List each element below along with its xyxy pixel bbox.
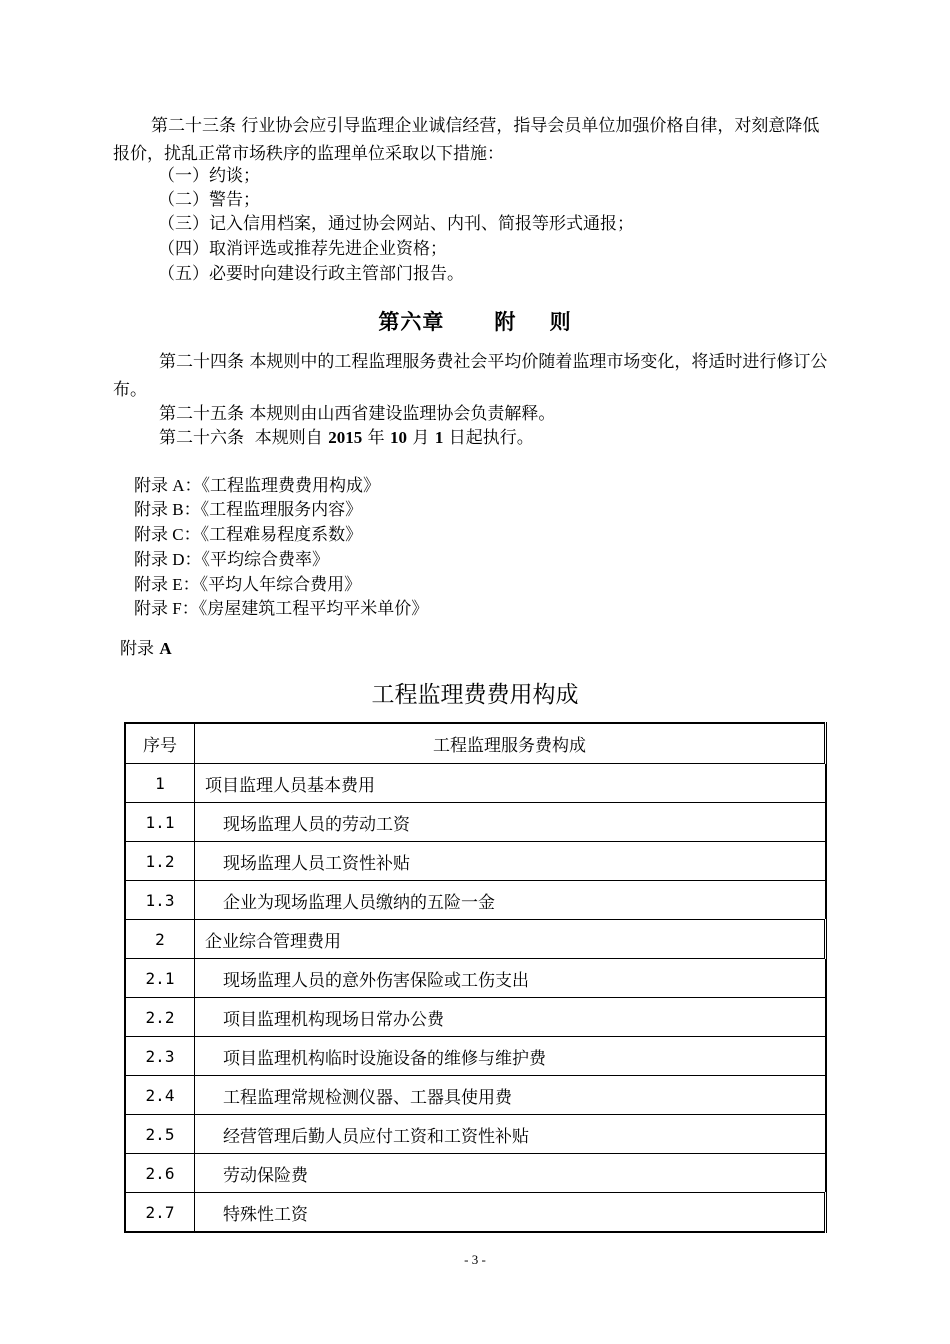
row-text: 项目监理人员基本费用 [195,764,826,803]
table-row [125,959,826,998]
table-row [125,842,826,881]
row-text: 工程监理常规检测仪器、工器具使用费 [195,1076,826,1115]
table-row [125,1154,826,1193]
row-number: 2 [125,920,195,959]
row-text: 特殊性工资 [195,1193,826,1233]
measure-item: （四）取消评选或推荐先进企业资格； [158,239,447,259]
row-text: 企业为现场监理人员缴纳的五险一金 [195,881,826,920]
header-cell-no: 序号 [125,723,195,764]
row-number: 1.3 [125,881,195,920]
appendix-entry: 附录 D：《平均综合费率》 [134,550,330,570]
table-row [125,881,826,920]
table-row [125,803,826,842]
table-row [125,1037,826,1076]
appendix-entry: 附录 F：《房屋建筑工程平均平米单价》 [134,599,429,619]
row-text: 现场监理人员的意外伤害保险或工伤支出 [195,959,826,998]
table-title: 工程监理费费用构成 [371,682,579,708]
row-number: 2.2 [125,998,195,1037]
measure-item: （一）约谈； [158,166,260,186]
table-row [125,998,826,1037]
row-number: 2.1 [125,959,195,998]
row-text: 项目监理机构临时设施设备的维修与维护费 [195,1037,826,1076]
table-row [125,764,826,803]
row-text: 经营管理后勤人员应付工资和工资性补贴 [195,1115,826,1154]
row-number: 1.1 [125,803,195,842]
chapter-heading [0,306,950,336]
appendix-entry: 附录 E：《平均人年综合费用》 [134,575,362,595]
row-number: 1.2 [125,842,195,881]
cost-structure-table [124,722,827,1233]
row-text: 项目监理机构现场日常办公费 [195,998,826,1037]
appendix-entry: 附录 B：《工程监理服务内容》 [134,500,363,520]
row-text: 现场监理人员的劳动工资 [195,803,826,842]
row-text: 劳动保险费 [195,1154,826,1193]
appendix-entry: 附录 A：《工程监理费费用构成》 [134,476,381,496]
measure-item: （二）警告； [158,190,260,210]
chapter-number: 第六章 [378,309,445,334]
table-header-row [125,723,826,764]
row-number: 2.5 [125,1115,195,1154]
table-row [125,1115,826,1154]
row-number: 2.6 [125,1154,195,1193]
row-text: 现场监理人员工资性补贴 [195,842,826,881]
page-number: - 3 - [464,1252,486,1267]
table-row [125,920,826,959]
row-number: 2.3 [125,1037,195,1076]
article-24: 第二十四条 本规则中的工程监理服务费社会平均价随着监理市场变化，将适时进行修订公布。 [113,352,828,400]
measure-item: （三）记入信用档案，通过协会网站、内刊、简报等形式通报； [158,214,634,234]
row-number: 1 [125,764,195,803]
table-row [125,1193,826,1233]
row-text: 企业综合管理费用 [195,920,826,959]
appendix-a-label: 附录 A [120,639,172,659]
article-23: 第二十三条 行业协会应引导监理企业诚信经营，指导会员单位加强价格自律，对刻意降低报价，扰乱正常市场秩序的监理单位采取以下措施： [113,116,820,164]
row-number: 2.7 [125,1193,195,1233]
measure-item: （五）必要时向建设行政主管部门报告。 [158,264,464,284]
chapter-title: 附 则 [494,309,572,334]
header-cell-composition: 工程监理服务费构成 [195,723,826,764]
article-25: 第二十五条 本规则由山西省建设监理协会负责解释。 [159,404,556,424]
article-26: 第二十六条 本规则自 2015 年 10 月 1 日起执行。 [159,428,534,448]
appendix-entry: 附录 C：《工程难易程度系数》 [134,525,363,545]
table-row [125,1076,826,1115]
row-number: 2.4 [125,1076,195,1115]
